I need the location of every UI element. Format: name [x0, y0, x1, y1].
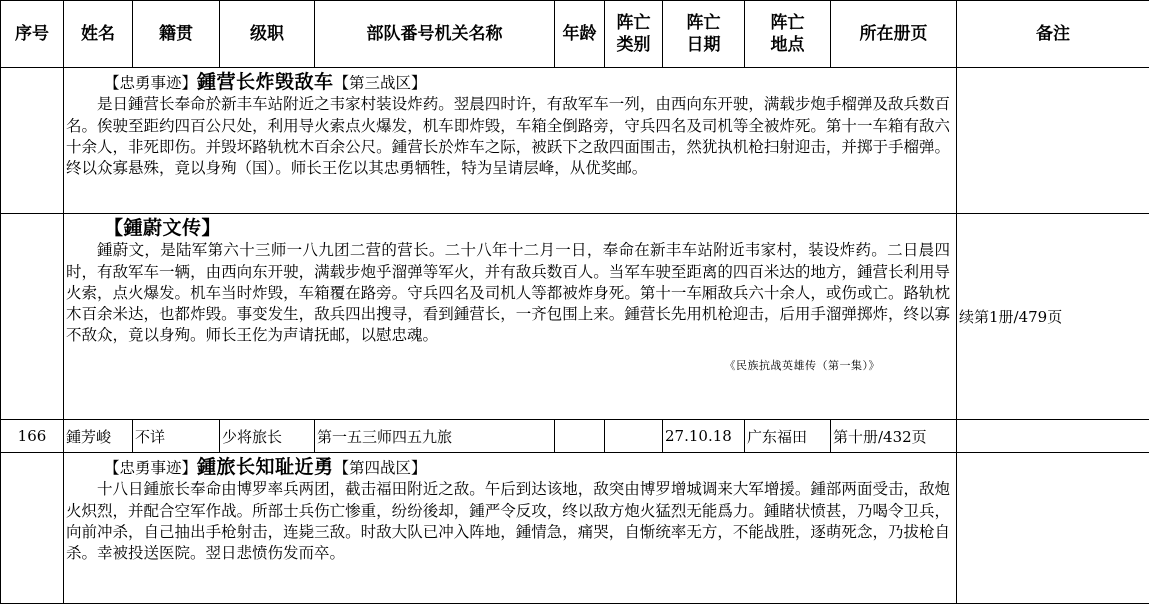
header-note: 备注 [957, 1, 1149, 68]
cell-date: 27.10.18 [663, 420, 745, 453]
story-tag: 【忠勇事迹】 [104, 459, 198, 477]
story-gutter [1, 453, 64, 604]
cell-age [555, 420, 605, 453]
cell-unit: 第一五三师四五九旅 [315, 420, 555, 453]
story-note [957, 68, 1149, 214]
story-row-3 [1, 453, 1149, 604]
story-gutter [1, 214, 64, 420]
story-source: 《民族抗战英雄传（第一集）》 [724, 358, 880, 372]
story-note [957, 453, 1149, 604]
header-date: 阵亡 日期 [663, 1, 745, 68]
header-category: 阵亡 类别 [605, 1, 663, 68]
story-row-1 [1, 68, 1149, 214]
header-age: 年龄 [555, 1, 605, 68]
story-cell-2 [64, 214, 957, 420]
story-title: 【鍾蔚文传】 [104, 217, 222, 239]
story-region: 【第三战区】 [333, 74, 427, 92]
story-heading [66, 72, 950, 94]
header-origin: 籍贯 [133, 1, 220, 68]
header-rank: 级职 [220, 1, 315, 68]
table-row [1, 420, 1149, 453]
cell-note [957, 420, 1149, 453]
header-row [1, 1, 1149, 68]
story-tag: 【忠勇事迹】 [104, 74, 198, 92]
cell-page: 第十册/432页 [831, 420, 957, 453]
cell-rank: 少将旅长 [220, 420, 315, 453]
cell-category [605, 420, 663, 453]
cell-place: 广东福田 [745, 420, 831, 453]
story-region: 【第四战区】 [333, 459, 427, 477]
header-page: 所在册页 [831, 1, 957, 68]
cell-name: 鍾芳峻 [64, 420, 133, 453]
cell-origin: 不详 [133, 420, 220, 453]
story-title: 鍾营长炸毁敌车 [197, 71, 334, 93]
story-heading [66, 218, 950, 240]
story-body: 十八日鍾旅长奉命由博罗率兵两团，截击福田附近之敌。午后到达该地，敌突由博罗增城调来大军增援。鍾部两面受击，敌炮火炽烈，并配合空军作战。所部士兵伤亡惨重，纷纷後却，鍾严令反攻，终以敌方炮火猛烈无能爲力。鍾睹状愤甚，乃喝令卫兵，向前冲杀，自己抽出手枪射击，连毙三敌。时敌大队已冲入阵地，鍾情急，痛哭，自惭统率无方，不能战胜，逐萌死念，乃拔枪自杀。幸被投送医院。翌日悲愤伤发而卒。 [66, 480, 950, 563]
story-gutter [1, 68, 64, 214]
story-row-2 [1, 214, 1149, 420]
story-body: 是日鍾营长奉命於新丰车站附近之韦家村装设炸药。翌晨四时许，有敌军车一列，由西向东开驶，满载步炮手榴弹及敌兵数百名。俟驶至距约四百公尺处，利用导火索点火爆发，机车即炸毁，车箱全倒路旁，守兵四名及司机等全被炸死。第十一车箱有敌六十余人，非死即伤。并毁坏路轨枕木百余公尺。鍾营长於炸车之际，被跃下之敌四面围击，然犹执机枪扫射迎击，并掷于手榴弹。终以众寡悬殊，竟以身殉（国）。师长王仡以其忠勇牺牲，特为呈请层峰，从优奖邮。 [66, 95, 950, 178]
story-title: 鍾旅长知耻近勇 [197, 456, 334, 478]
story-body: 鍾蔚文，是陆军第六十三师一八九团二营的营长。二十八年十二月一日，奉命在新丰车站附近韦家村，装设炸药。二日晨四时，有敌军车一辆，由西向东开驶，满载步炮乎溜弹等军火，并有敌兵数百人。当军车驶至距离的四百米达的地方，鍾营长利用导火索，点火爆发。机车当时炸毁，车箱覆在路旁。守兵四名及司机人等都被炸身死。第十一车厢敌兵六十余人，或伤或亡。路轨枕木百余米达，也都炸毁。事变发生，敌兵四出搜寻，看到鍾营长，一齐包围上来。鍾营长先用机枪迎击，后用手溜弹掷炸，终以寡不敌众，竟以身殉。师长王仡为声请抚邮，以慰忠魂。 [66, 241, 950, 345]
story-note: 续第1册/479页 [957, 214, 1149, 420]
story-cell-3 [64, 453, 957, 604]
story-heading [66, 457, 950, 479]
header-no: 序号 [1, 1, 64, 68]
cell-no: 166 [1, 420, 64, 453]
header-name: 姓名 [64, 1, 133, 68]
story-cell-1 [64, 68, 957, 214]
header-unit: 部队番号机关名称 [315, 1, 555, 68]
header-place: 阵亡 地点 [745, 1, 831, 68]
